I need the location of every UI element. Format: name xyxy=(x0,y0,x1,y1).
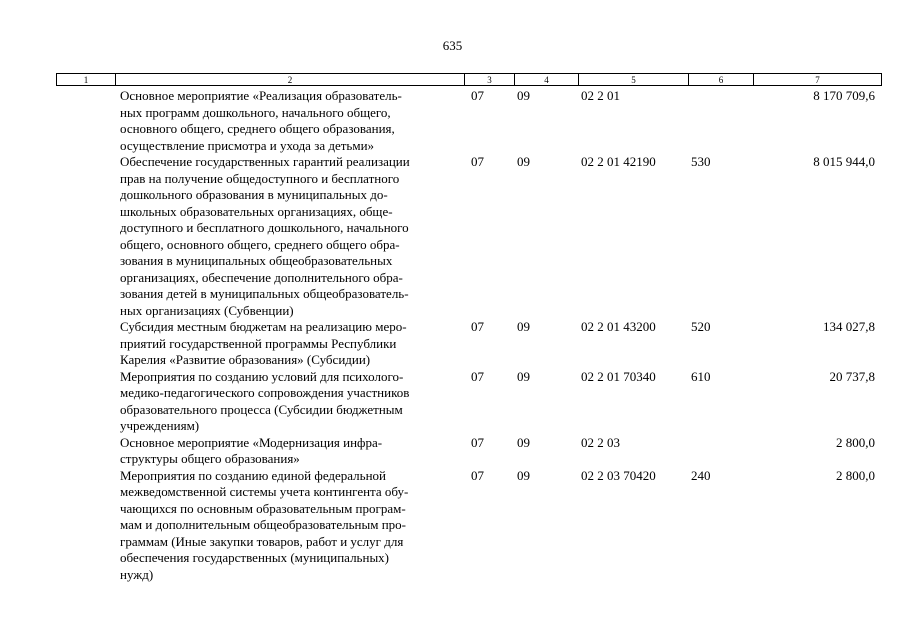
target-article-code: 02 2 01 70340 xyxy=(581,368,656,384)
row-description: Субсидия местным бюджетам на реализацию меро- приятий государственной программы Республики Карелия «Развитие образования» (Субсидии) xyxy=(120,319,407,367)
amount: 2 800,0 xyxy=(836,434,875,450)
column-number-5: 5 xyxy=(579,74,689,86)
subsection-code: 09 xyxy=(517,368,530,384)
expense-type-code: 520 xyxy=(691,319,711,334)
table-row xyxy=(0,468,905,584)
row-description: Обеспечение государственных гарантий реализации прав на получение общедоступного и бесплатного дошкольного образования в муниципальных до- школьных образовательных организациях, обще- доступного и бесплатного дошкольного, начального общего, основного общего, среднего общего обра- зования в муниципальных общеобразовательных организациях, обеспечение дополнительного обра- зования детей в муниципальных общеобразователь- ных организациях (Субвенции) xyxy=(120,154,410,318)
table-row xyxy=(0,435,905,468)
section-code: 07 xyxy=(471,467,484,483)
column-number-2: 2 xyxy=(116,74,465,86)
section-code: 07 xyxy=(471,434,484,450)
column-number-7: 7 xyxy=(754,74,882,86)
subsection-code: 09 xyxy=(517,154,530,169)
table-row xyxy=(0,319,905,369)
column-number-4: 4 xyxy=(515,74,579,86)
column-number-1: 1 xyxy=(57,74,116,86)
budget-table-body xyxy=(0,88,905,583)
subsection-code: 09 xyxy=(517,319,530,334)
column-header-table xyxy=(56,73,882,86)
amount: 134 027,8 xyxy=(823,319,875,334)
target-article-code: 02 2 03 xyxy=(581,434,620,450)
table-row xyxy=(0,369,905,435)
section-code: 07 xyxy=(471,154,484,169)
subsection-code: 09 xyxy=(517,88,530,103)
target-article-code: 02 2 01 xyxy=(581,88,620,103)
section-code: 07 xyxy=(471,319,484,334)
column-number-6: 6 xyxy=(689,74,754,86)
expense-type-code: 530 xyxy=(691,154,711,169)
expense-type-code: 610 xyxy=(691,368,711,384)
table-row xyxy=(0,88,905,154)
page-number: 635 xyxy=(442,38,463,53)
amount: 20 737,8 xyxy=(829,368,875,384)
amount: 8 015 944,0 xyxy=(813,154,875,169)
row-description: Основное мероприятие «Модернизация инфра- структуры общего образования» xyxy=(120,434,383,466)
table-row xyxy=(0,154,905,319)
amount: 2 800,0 xyxy=(836,467,875,483)
subsection-code: 09 xyxy=(517,434,530,450)
row-description: Мероприятия по созданию условий для психолого- медико-педагогического сопровождения участников образовательного процесса (Субсидии бюджетным учреждениям) xyxy=(120,368,410,433)
subsection-code: 09 xyxy=(517,467,530,483)
row-description: Мероприятия по созданию единой федеральной межведомственной системы учета контингента обу- чающихся по основным образовательным програм- мам и дополнительным общеобразовательным про- граммам (Иные закупки товаров, работ и услуг для обеспечения государственных (муниципальных) нужд) xyxy=(120,467,409,582)
target-article-code: 02 2 01 43200 xyxy=(581,319,656,334)
target-article-code: 02 2 01 42190 xyxy=(581,154,656,169)
target-article-code: 02 2 03 70420 xyxy=(581,467,656,483)
row-description: Основное мероприятие «Реализация образователь- ных программ дошкольного, начального общего, основного общего, среднего общего образования, осуществление присмотра и ухода за детьми» xyxy=(120,88,402,153)
section-code: 07 xyxy=(471,368,484,384)
section-code: 07 xyxy=(471,88,484,103)
amount: 8 170 709,6 xyxy=(813,88,875,103)
expense-type-code: 240 xyxy=(691,467,711,483)
column-number-3: 3 xyxy=(465,74,515,86)
